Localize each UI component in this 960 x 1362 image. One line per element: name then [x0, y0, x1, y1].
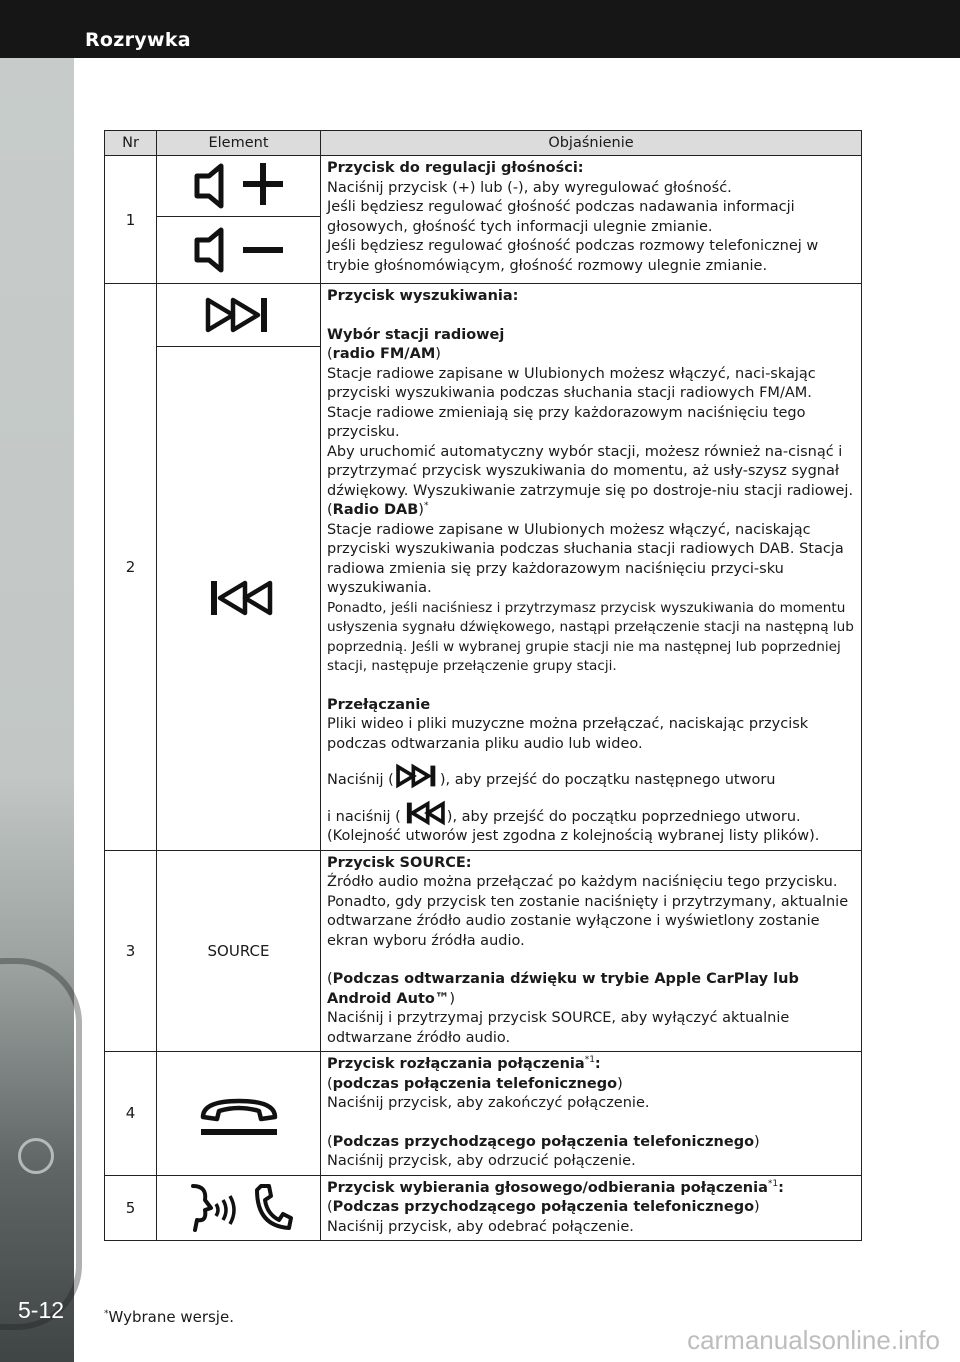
description-title: Przycisk SOURCE:	[327, 854, 472, 871]
inline-text: ), aby przejść do początku poprzedniego utworu.	[446, 808, 801, 825]
description-cell	[321, 156, 862, 284]
description-title: Przycisk wybierania głosowego/odbierania połączenia	[327, 1179, 768, 1196]
footnote-marker: *1	[584, 1055, 595, 1066]
description-text: Pliki wideo i pliki muzyczne można przełączać, naciskając przycisk podczas odtwarzania pliku audio lub wideo.	[327, 716, 809, 752]
element-cell: SOURCE	[157, 850, 321, 1052]
description-text: Naciśnij i przytrzymaj przycisk SOURCE, aby wyłączyć aktualnie odtwarzane źródło audio.	[327, 1010, 790, 1046]
table-header-row	[105, 131, 862, 156]
description-title: Przycisk wyszukiwania:	[327, 288, 519, 304]
header-nr: Nr	[105, 131, 157, 156]
row-number: 1	[105, 156, 157, 284]
description-text: Jeśli będziesz regulować głośność podczas nadawania informacji głosowych, głośność tych informacji ulegnie zmianie.	[327, 199, 795, 235]
controls-table	[104, 130, 862, 1241]
inline-text: i naciśnij (	[327, 808, 401, 825]
row-number: 5	[105, 1175, 157, 1241]
seek-forward-icon	[395, 762, 439, 790]
table-row	[105, 156, 862, 217]
description-text: (Kolejność utworów jest zgodna z kolejnością wybranej listy plików).	[327, 828, 820, 844]
table-row	[105, 284, 862, 347]
seek-back-icon	[157, 577, 320, 619]
element-icons	[157, 1182, 320, 1234]
description-text: Aby uruchomić automatyczny wybór stacji, możesz również na-cisnąć i przytrzymać przycisk wyszukiwania do momentu, aż usły-szysz sygnał dźwiękowy. Wyszukiwanie zatrzymuje się po dostroje-niu stacji radiowej.	[327, 443, 854, 499]
header-desc: Objaśnienie	[321, 131, 862, 156]
sidebar-image	[0, 58, 74, 1362]
description-cell: Przycisk wyszukiwania: Wybór stacji radiowej (radio FM/AM) Stacje radiowe zapisane w Ulubionych możesz włączyć, naci-skając przyciski wyszukiwania podczas słuchania stacji radiowych FM/AM. Stacje radiowe zmieniają się przy każdorazowym naciśnięciu tego przycisku. Aby uruchomić automatyczny wybór stacji, możesz również na-cisnąć i przytrzymać przycisk wyszukiwania do momentu, aż usły-szysz sygnał dźwiękowy. Wyszukiwanie zatrzymuje się po dostroje-niu stacji radiowej. (Radio DAB)* Stacje radiowe zapisane w Ulubionych możesz włączyć, naciskając przyciski wyszukiwania podczas słuchania stacji radiowych DAB. Stacja radiowa zmienia się przy każdorazowym naciśnięciu przyci-sku wyszukiwania. Ponadto, jeśli naciśniesz i przytrzymasz przycisk wyszukiwania do momentu usłyszenia sygnału dźwiękowego, nastąpi przełączenie stacji na następną lub poprzednią. Jeśli w wybranej grupie stacji nie ma następnej lub poprzedniej stacji, następuje przełączenie grupy stacji. Przełączanie Pliki wideo i pliki muzyczne można przełączać, naciskając przycisk podczas odtwarzania pliku audio lub wideo. Naciśnij ( ), aby przejść do początku następnego utworu i naciśnij ( ), aby przejść do początku poprzedniego utworu. (Kolejność utworów jest zgodna z kolejnością wybranej listy plików).	[321, 284, 862, 851]
subtitle: podczas połączenia telefonicznego	[332, 1075, 618, 1092]
hang-up-icon	[157, 1087, 320, 1139]
header-bar	[0, 0, 960, 58]
description-title: Przycisk rozłączania połączenia	[327, 1056, 585, 1072]
footnote-marker: *1	[767, 1178, 779, 1189]
element-cell	[157, 347, 321, 851]
watermark: carmanualsonline.info	[687, 1325, 940, 1355]
subtitle: Radio DAB	[332, 502, 419, 518]
description-text: Stacje radiowe zapisane w Ulubionych możesz włączyć, naci-skając przyciski wyszukiwania podczas słuchania stacji radiowych FM/AM. Stacje radiowe zmieniają się przy każdorazowym naciśnięciu tego przycisku.	[327, 365, 816, 440]
description-title: Przycisk do regulacji głośności:	[327, 160, 584, 176]
element-cell	[157, 1052, 321, 1176]
subtitle: Podczas odtwarzania dźwięku w trybie Apple CarPlay lub Android Auto™	[327, 971, 799, 1007]
subtitle: radio FM/AM	[332, 346, 436, 362]
row-number: 2	[105, 284, 157, 851]
description-text: Naciśnij przycisk, aby odebrać połączenie.	[327, 1218, 634, 1235]
description-text: Ponadto, jeśli naciśniesz i przytrzymasz przycisk wyszukiwania do momentu usłyszenia sygnału dźwiękowego, nastąpi przełączenie stacji na następną lub poprzednią. Jeśli w wybranej grupie stacji nie ma następnej lub poprzedniej stacji, następuje przełączenie grupy stacji.	[327, 599, 854, 674]
description-cell: Przycisk rozłączania połączenia$^{*1}$: (podczas połączenia telefonicznego) Naciśnij przycisk, aby zakończyć połączenie. (Podczas przychodzącego połączenia telefonicznego) Naciśnij przycisk, aby odrzucić połączenie.	[321, 1052, 862, 1176]
description-text: Naciśnij przycisk, aby zakończyć połączenie.	[327, 1095, 650, 1111]
description-text: Jeśli będziesz regulować głośność podczas rozmowy telefonicznej w trybie głośnomówiącym, głośność rozmowy ulegnie zmianie.	[327, 238, 819, 274]
subtitle: Podczas przychodzącego połączenia telefonicznego	[332, 1199, 755, 1215]
volume-down-icon	[157, 224, 320, 276]
table-row	[105, 1052, 862, 1176]
element-cell	[157, 284, 321, 347]
table-row	[105, 850, 862, 1052]
logo-emblem	[18, 1138, 54, 1174]
footnote-marker: *	[104, 1309, 109, 1319]
phone-pickup-icon	[253, 1182, 293, 1234]
seek-back-icon	[402, 799, 446, 827]
footnote	[104, 1308, 234, 1326]
volume-up-icon	[157, 160, 320, 212]
subtitle: Podczas przychodzącego połączenia telefonicznego	[332, 1133, 755, 1150]
section-title: Rozrywka	[85, 29, 191, 51]
seek-forward-icon	[157, 294, 320, 336]
description-cell: Przycisk SOURCE: Źródło audio można przełączać po każdym naciśnięciu tego przycisku. Ponadto, gdy przycisk ten zostanie naciśnięty i przytrzymany, aktualnie odtwarzane źródło audio zostanie wyłączone i wyświetlony zostanie ekran wyboru źródła audio. (Podczas odtwarzania dźwięku w trybie Apple CarPlay lub Android Auto™) Naciśnij i przytrzymaj przycisk SOURCE, aby wyłączyć aktualnie odtwarzane źródło audio.	[321, 850, 862, 1052]
description-text: Stacje radiowe zapisane w Ulubionych możesz włączyć, naciskając przyciski wyszukiwania podczas słuchania stacji radiowych DAB. Stacja radiowa zmienia się przy każdorazowym naciśnięciu przyci-sku wyszukiwania.	[327, 521, 844, 596]
element-cell	[157, 217, 321, 284]
subtitle: Wybór stacji radiowej	[327, 326, 505, 343]
footnote-marker: *	[423, 501, 429, 512]
row-number: 4	[105, 1052, 157, 1176]
description-text: Naciśnij przycisk, aby odrzucić połączenie.	[327, 1153, 636, 1169]
footnote-text: Wybrane wersje.	[108, 1308, 234, 1326]
element-cell	[157, 1175, 321, 1241]
description-cell: Przycisk wybierania głosowego/odbierania połączenia$^{*1}$: (Podczas przychodzącego połączenia telefonicznego) Naciśnij przycisk, aby odebrać połączenie.	[321, 1175, 862, 1241]
inline-text: ), aby przejść do początku następnego utworu	[439, 772, 776, 788]
table-row	[105, 1175, 862, 1241]
voice-recognition-icon	[185, 1182, 239, 1234]
header-element: Element	[157, 131, 321, 156]
page-number: 5-12	[18, 1297, 65, 1323]
row-number: 3	[105, 850, 157, 1052]
element-cell	[157, 156, 321, 217]
description-text: Źródło audio można przełączać po każdym naciśnięciu tego przycisku. Ponadto, gdy przycisk ten zostanie naciśnięty i przytrzymany, aktualnie odtwarzane źródło audio zostanie wyłączone i wyświetlony zostanie ekran wyboru źródła audio.	[327, 874, 849, 949]
inline-text: Naciśnij (	[327, 772, 394, 788]
subtitle: Przełączanie	[327, 696, 431, 713]
description-text: Naciśnij przycisk (+) lub (-), aby wyregulować głośność.	[327, 179, 732, 196]
